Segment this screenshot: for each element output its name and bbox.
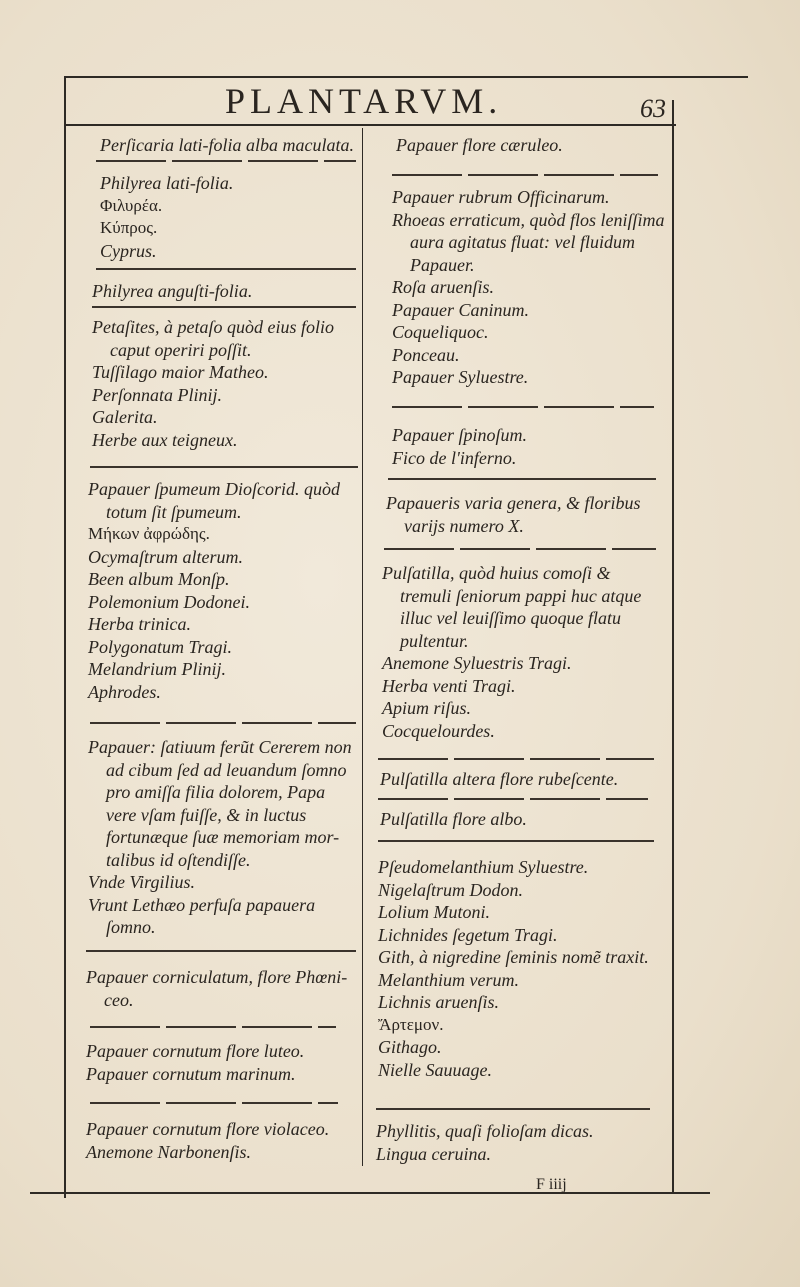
entry-separator (378, 798, 648, 800)
entry-line: Papauer rubrum Officinarum. (392, 187, 610, 207)
entry-line: Rhoeas erraticum, quòd flos leniſſima (392, 209, 665, 230)
entry-line: Μήκων ἀφρώδης. (88, 524, 210, 543)
entry-line: Vnde Virgilius. (88, 872, 195, 892)
entry-line: vere vſam fuiſſe, & in luctus (106, 804, 307, 825)
entry-separator (392, 174, 658, 176)
entry-separator (90, 1026, 336, 1028)
entry-block (92, 280, 252, 303)
entry-line: aura agitatus fluat: vel fluidum (410, 232, 635, 252)
entry-block (386, 492, 641, 537)
entry-line: Papauer cornutum flore luteo. (86, 1041, 305, 1061)
entry-line: Cocquelourdes. (382, 720, 495, 741)
entry-line: Philyrea lati-folia. (100, 173, 234, 193)
entry-block (86, 966, 347, 1011)
entry-separator (384, 548, 656, 550)
entry-block (88, 736, 352, 939)
entry-line: Perſonnata Plinij. (92, 384, 222, 405)
entry-block (92, 316, 334, 451)
frame-bottom-rule (30, 1192, 710, 1194)
entry-line: Aphrodes. (88, 681, 161, 702)
entry-block (392, 424, 527, 469)
entry-separator (92, 306, 356, 308)
entry-block (380, 768, 618, 791)
entry-separator (378, 758, 654, 760)
entry-line: Anemone Narbonenſis. (86, 1141, 251, 1162)
entry-separator (90, 1102, 338, 1104)
entry-block (86, 1040, 304, 1085)
entry-block (376, 1120, 594, 1165)
entry-line: Papauer. (410, 254, 475, 275)
entry-line: Petaſites, à petaſo quòd eius folio (92, 317, 334, 337)
entry-line: Galerita. (92, 407, 158, 427)
entry-line: Papauer corniculatum, flore Phœni- (86, 967, 348, 987)
entry-line: Papauer ſpumeum Dioſcorid. quòd (88, 479, 340, 499)
entry-line: Papauer: ſatiuum ferũt Cererem non (88, 737, 352, 757)
entry-line: ceo. (104, 989, 134, 1010)
entry-line: Apium riſus. (382, 698, 472, 718)
entry-line: talibus id oſtendiſſe. (106, 849, 251, 870)
entry-block (378, 856, 649, 1081)
entry-line: Fico de l'inferno. (392, 447, 517, 468)
entry-line: Anemone Syluestris Tragi. (382, 653, 572, 673)
header-underline (64, 124, 676, 126)
entry-line: pro amiſſa filia dolorem, Papa (106, 782, 326, 802)
entry-line: Lichnides ſegetum Tragi. (378, 924, 558, 945)
entry-line: caput operiri poſſit. (110, 339, 252, 360)
entry-line: tremuli ſeniorum pappi huc atque (400, 585, 642, 606)
entry-block (382, 562, 641, 742)
entry-line: ſomno. (106, 917, 156, 937)
frame-top-rule (64, 76, 748, 78)
entry-line: illuc vel leuiſſimo quoque flatu (400, 608, 621, 628)
entry-line: Cyprus. (100, 240, 157, 261)
entry-separator (86, 950, 356, 952)
entry-line: Pulſatilla, quòd huius comoſi & (382, 563, 611, 583)
entry-line: Lingua ceruina. (376, 1143, 491, 1164)
entry-block (380, 808, 527, 831)
entry-separator (96, 160, 356, 162)
entry-line: Papauer flore cæruleo. (396, 135, 563, 155)
entry-separator (378, 840, 654, 842)
entry-separator (96, 268, 356, 270)
entry-block (100, 134, 354, 157)
entry-line: Nigelaſtrum Dodon. (378, 879, 524, 900)
entry-line: Polygonatum Tragi. (88, 636, 233, 657)
entry-line: Herba trinica. (88, 614, 191, 634)
entry-line: fortunæque ſuæ memoriam mor- (106, 827, 340, 847)
signature-mark: F iiij (536, 1176, 567, 1193)
entry-line: Melanthium verum. (378, 969, 519, 990)
entry-separator (388, 478, 656, 480)
entry-separator (392, 406, 654, 408)
entry-line: Ἄρτεμον. (378, 1014, 444, 1034)
entry-line: Lolium Mutoni. (378, 902, 491, 922)
frame-right-rule (672, 100, 674, 1194)
entry-line: Been album Monſp. (88, 569, 230, 589)
entry-separator (90, 466, 358, 468)
page-number: 63 (640, 94, 666, 123)
entry-line: Melandrium Plinij. (88, 659, 226, 679)
entry-line: ad cibum ſed ad leuandum ſomno (106, 759, 347, 780)
entry-line: Githago. (378, 1037, 442, 1057)
entry-line: Gith, à nigredine ſeminis nomẽ traxit. (378, 947, 649, 967)
entry-line: totum ſit ſpumeum. (106, 501, 242, 522)
entry-line: Coqueliquoc. (392, 322, 489, 342)
entry-line: Herba venti Tragi. (382, 675, 516, 696)
entry-line: Polemonium Dodonei. (88, 591, 250, 612)
entry-line: Vrunt Lethæo perfuſa papauera (88, 894, 316, 915)
entry-block (396, 134, 563, 157)
entry-line: Tuſſilago maior Matheo. (92, 362, 269, 382)
entry-block (88, 478, 340, 703)
entry-line: Nielle Sauuage. (378, 1059, 492, 1080)
entry-line: pultentur. (400, 630, 469, 651)
entry-line: Papauer cornutum flore violaceo. (86, 1119, 330, 1139)
entry-line: Κύπρος. (100, 218, 158, 237)
entry-line: Papaueris varia genera, & floribus (386, 493, 641, 513)
entry-line: Phyllitis, quaſi folioſam dicas. (376, 1121, 594, 1141)
entry-line: Papauer cornutum marinum. (86, 1063, 296, 1084)
entry-line: varijs numero X. (404, 515, 524, 536)
entry-separator (376, 1108, 650, 1110)
entry-line: Papauer Caninum. (392, 299, 529, 320)
entry-line: Herbe aux teigneux. (92, 429, 238, 450)
running-head-title: PLANTARVM. (225, 81, 503, 121)
entry-line: Perſicaria lati-folia alba maculata. (100, 135, 354, 155)
entry-line: Pſeudomelanthium Syluestre. (378, 857, 589, 877)
entry-block (86, 1118, 329, 1163)
entry-line: Papauer Syluestre. (392, 367, 529, 387)
entry-line: Papauer ſpinoſum. (392, 425, 527, 445)
entry-line: Pulſatilla flore albo. (380, 809, 527, 829)
column-divider-rule (362, 128, 363, 1166)
entry-line: Φιλυρέα. (100, 195, 163, 215)
entry-line: Roſa aruenſis. (392, 277, 494, 297)
entry-separator (90, 722, 356, 724)
entry-block (392, 186, 664, 389)
entry-line: Lichnis aruenſis. (378, 992, 500, 1012)
entry-line: Ponceau. (392, 344, 460, 365)
frame-left-rule (64, 76, 66, 1198)
entry-block (100, 172, 233, 262)
entry-line: Ocymaſtrum alterum. (88, 546, 243, 567)
entry-line: Philyrea anguſti-folia. (92, 281, 253, 301)
entry-line: Pulſatilla altera flore rubeſcente. (380, 769, 619, 789)
